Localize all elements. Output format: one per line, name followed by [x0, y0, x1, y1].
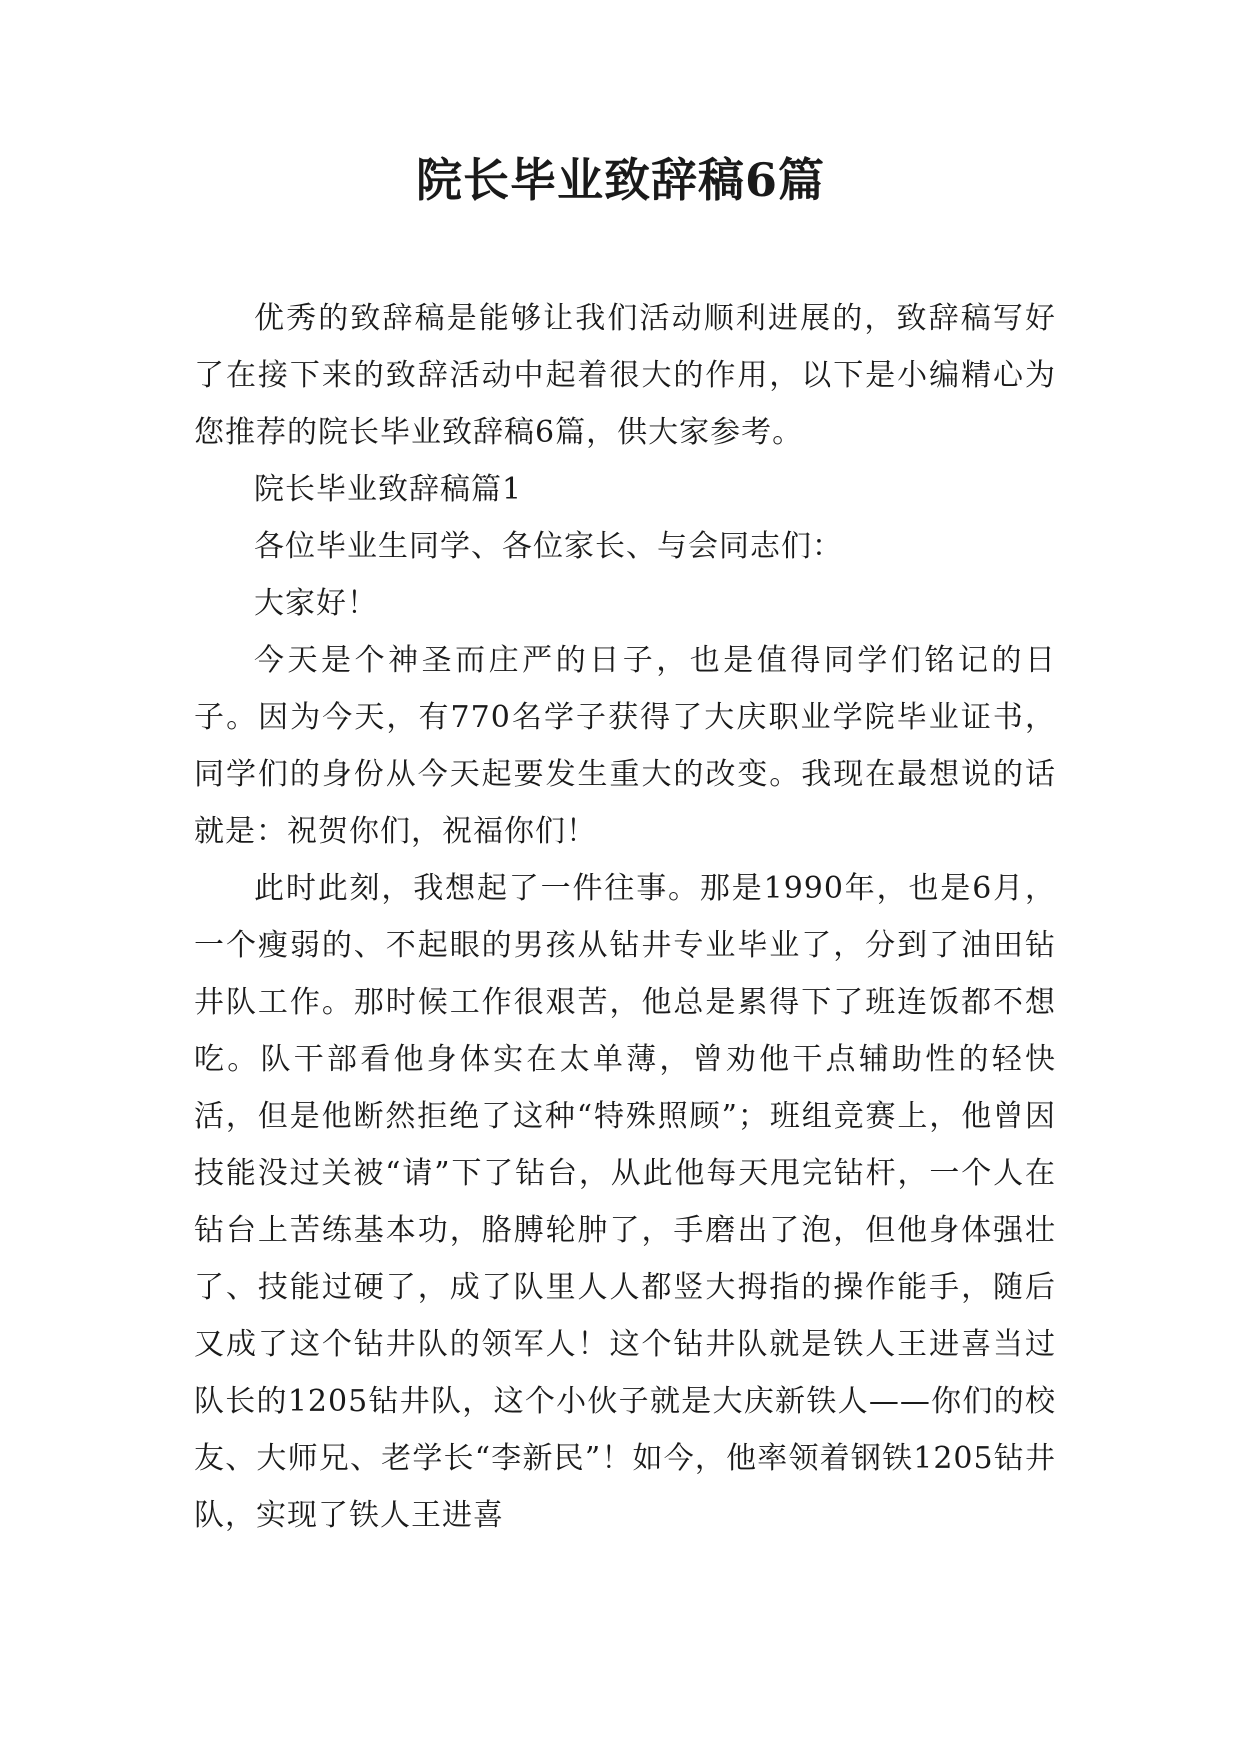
- greeting: 大家好！: [254, 586, 378, 621]
- intro-paragraph: 优秀的致辞稿是能够让我们活动顺利进展的，致辞稿写好了在接下来的致辞活动中起着很大的作用，以下是小编精心为您推荐的院长毕业致辞稿6篇，供大家参考。: [194, 301, 1056, 450]
- body-paragraph: 今天是个神圣而庄严的日子，也是值得同学们铭记的日子。因为今天，有770名学子获得了大庆职业学院毕业证书，同学们的身份从今天起要发生重大的改变。我现在最想说的话就是：祝贺你们，祝福你们！: [194, 643, 1056, 849]
- document-body: [194, 290, 1056, 1544]
- document-title: 院长毕业致辞稿6篇: [415, 153, 825, 207]
- salutation: 各位毕业生同学、各位家长、与会同志们：: [254, 529, 843, 564]
- body-paragraph: 此时此刻，我想起了一件往事。那是1990年，也是6月，一个瘦弱的、不起眼的男孩从钻井专业毕业了，分到了油田钻井队工作。那时候工作很艰苦，他总是累得下了班连饭都不想吃。队干部看他身体实在太单薄，曾劝他干点辅助性的轻快活，但是他断然拒绝了这种“特殊照顾”；班组竞赛上，他曾因技能没过关被“请”下了钻台，从此他每天甩完钻杆，一个人在钻台上苦练基本功，胳膊轮肿了，手磨出了泡，但他身体强壮了、技能过硬了，成了队里人人都竖大拇指的操作能手，随后又成了这个钻井队的领军人！这个钻井队就是铁人王进喜当过队长的1205钻井队，这个小伙子就是大庆新铁人——你们的校友、大师兄、老学长“李新民”！如今，他率领着钢铁1205钻井队，实现了铁人王进喜: [194, 871, 1056, 1533]
- section-heading: 院长毕业致辞稿篇1: [254, 472, 523, 507]
